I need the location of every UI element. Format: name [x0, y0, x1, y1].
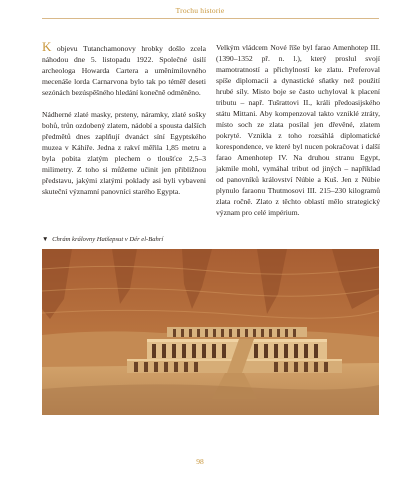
paragraph-text: objevu Tutanchamonovy hrobky došlo zcela náhodou dne 5. listopadu 1922. Společné úsilí archeologa Howarda Cartera a uměnímilovného mecenáše lorda Carnarvona bylo tak po téměř deseti sezónách bezúspěšného hledání konečně odměněno. — [42, 44, 206, 97]
caption-text: Chrám královny Hatšepsut v Dér el-Bahrí — [52, 236, 164, 243]
running-title: Trochu historie — [175, 6, 225, 15]
temple-photo — [42, 249, 379, 415]
temple-illustration — [42, 249, 379, 415]
figure-caption — [42, 236, 342, 243]
caption-marker-icon: ▼ — [42, 236, 49, 243]
text-column-left — [42, 39, 206, 208]
header-divider — [42, 18, 379, 19]
drop-cap: K — [42, 39, 52, 54]
text-column-right — [216, 42, 380, 229]
page-number: 98 — [196, 457, 204, 466]
upper-terrace — [167, 327, 307, 337]
paragraph: Nádherné zlaté masky, prsteny, náramky, zlaté sošky bohů, trůn ozdobený zlatem, nádobí a spousta dalších předmětů dnes zaplňují dvanáct síní Egyptského muzea v Káhiře. Jedna z rakví měřila 1,85 metru a byla pobita zlatým plechem o tloušťce 2,5–3 milimetry. Z toho si můžeme učinit jen přibližnou představu, jakými zlatými poklady asi byli vybaveni skuteční významní panovníci starého Egypta. — [42, 110, 206, 196]
paragraph: Velkým vládcem Nové říše byl farao Amenhotep III. (1390–1352 př. n. l.), který proslul svojí mamotratností a přichylností ke zlatu. Preferoval spíše diplomacii a dynastické sňatky než použití hrubé síly. Misto boje se často uchyloval k placení tributu – např. Tušrattovi II., králi předoasijského státu Mittani. Aby kompenzoval takto vzniklé ztráty, místo soch ze zlata posílal jen dřevěné, zlatem pokryté. Vznikla z toho rozsáhlá diplomatické korespondence, ve které byl nucen pokračovat i další farao Amenhotep IV. Na druhou stranu Egypt, jakmile mohl, vymáhal tribut od jiných – například od panovníků království Núbie a Kuš. Jen z Núbie plynulo faraonu Thutmosovi III. 215–230 kilogramů zlata ročně. Zlato z těchto oblastí mělo strategický význam pro celé impérium. — [216, 43, 380, 217]
paragraph — [42, 39, 206, 98]
